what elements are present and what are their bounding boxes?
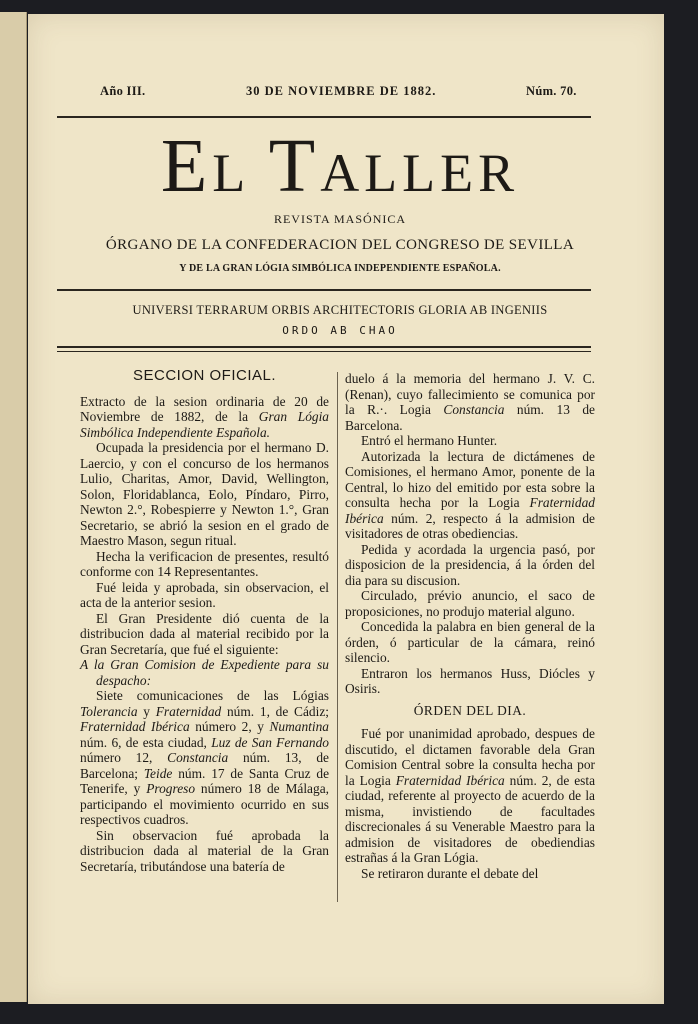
paragraph: Entraron los hermanos Huss, Diócles y Osiris.: [345, 665, 595, 696]
paragraph: Hecha la verificacion de presentes, resultó conforme con 14 Representantes.: [80, 548, 329, 579]
masthead-title: EL TALLER: [160, 124, 520, 208]
masthead-subtitle: REVISTA MASÓNICA: [273, 212, 407, 226]
issue-date: 30 DE NOVIEMBRE DE 1882.: [246, 84, 437, 98]
motto-line-2: ORDO AB CHAO: [282, 324, 398, 337]
paragraph: Entró el hermano Hunter.: [361, 433, 498, 448]
paragraph: Circulado, prévio anuncio, el saco de proposiciones, no produjo material alguno.: [345, 588, 595, 619]
paragraph: Ocupada la presidencia por el hermano D. Laercio, y con el concurso de los hermanos Lulio, Charitas, Amor, David, Wellington, Solon, Floridablanca, Eolo, Píndaro, Pirro, Newton 2.°, Robespierre y Newton 1.°, Gran Secretario, se abrió la sesion en el grado de Maestro Mason, segun ritual.: [80, 440, 329, 548]
paragraph: Siete comunicaciones de las Lógias Tolerancia y Fraternidad núm. 1, de Cádiz; Fraternidad Ibérica número 2, y Numantina núm. 6, de esta ciudad, Luz de San Fernando número 12, Constancia núm. 13, de Barcelona; Teide núm. 17 de Santa Cruz de Tenerife, y Progreso número 18 de Málaga, participando el movimiento ocurrido en sus respectivos cuadros.: [80, 688, 330, 827]
masthead-rule: [57, 289, 591, 291]
paragraph: duelo á la memoria del hermano J. V. C. (Renan), cuyo fallecimiento se comunica por la R.·. Logia Constancia núm. 13 de Barcelona.: [345, 371, 595, 433]
double-rule-bottom: [57, 351, 591, 352]
lodge-line: Y DE LA GRAN LÓGIA SIMBÓLICA INDEPENDIENTE ESPAÑOLA.: [179, 263, 501, 274]
organ-line: ÓRGANO DE LA CONFEDERACION DEL CONGRESO DE SEVILLA: [105, 237, 575, 253]
paragraph: Autorizada la lectura de dictámenes de Comisiones, el hermano Amor, ponente de la Central, lo hizo del emitido por esta sobre la consulta hecha por la Logia Fraternidad Ibérica núm. 2, respecto á la admision de visitadores de otras obediencias.: [345, 448, 595, 541]
order-of-day-title: ÓRDEN DEL DIA.: [413, 702, 527, 718]
column-divider: [337, 372, 338, 902]
header-rule: [57, 116, 591, 118]
left-column: [80, 368, 329, 874]
issue-number: Núm. 70.: [526, 84, 577, 98]
facing-page-edge: [0, 12, 27, 1002]
paragraph: Fué leida y aprobada, sin observacion, el acta de la anterior sesion.: [80, 579, 329, 610]
right-column: [345, 371, 595, 881]
paragraph: Fué por unanimidad aprobado, despues de discutido, el dictamen favorable dela Gran Comision Central sobre la consulta hecha por la Logia Fraternidad Ibérica núm. 2, de esta ciudad, referente al proyecto de acuerdo de la misma, invistiendo de facultades discrecionales á su Venerable Maestro para la admision de visitadores de obediendias estrañas á la Gran Lógia.: [345, 726, 596, 865]
paragraph: Concedida la palabra en bien general de la órden, ó particular de la cámara, reinó silencio.: [345, 619, 595, 665]
section-title: SECCION OFICIAL.: [132, 367, 277, 384]
paragraph: Pedida y acordada la urgencia pasó, por disposicion de la presidencia, á la órden del dia para su discusion.: [345, 541, 595, 588]
paragraph: Se retiraron durante el debate del: [361, 865, 539, 881]
double-rule-top: [57, 346, 591, 348]
commission-heading: A la Gran Comision de Expediente para su despacho:: [80, 657, 329, 688]
session-intro: Extracto de la sesion ordinaria de 20 de Noviembre de 1882, de la Gran Lógia Simbólica Independiente Española.: [80, 393, 330, 440]
issue-year: Año III.: [100, 84, 146, 98]
motto-line-1: UNIVERSI TERRARUM ORBIS ARCHITECTORIS GLORIA AB INGENIIS: [132, 303, 548, 317]
paragraph: Sin observacion fué aprobada la distribucion dada al material de la Gran Secretaría, tributándose una batería de: [80, 827, 329, 874]
paragraph: El Gran Presidente dió cuenta de la distribucion dada al material recibido por la Gran Secretaría, que fué el siguiente:: [80, 610, 329, 657]
